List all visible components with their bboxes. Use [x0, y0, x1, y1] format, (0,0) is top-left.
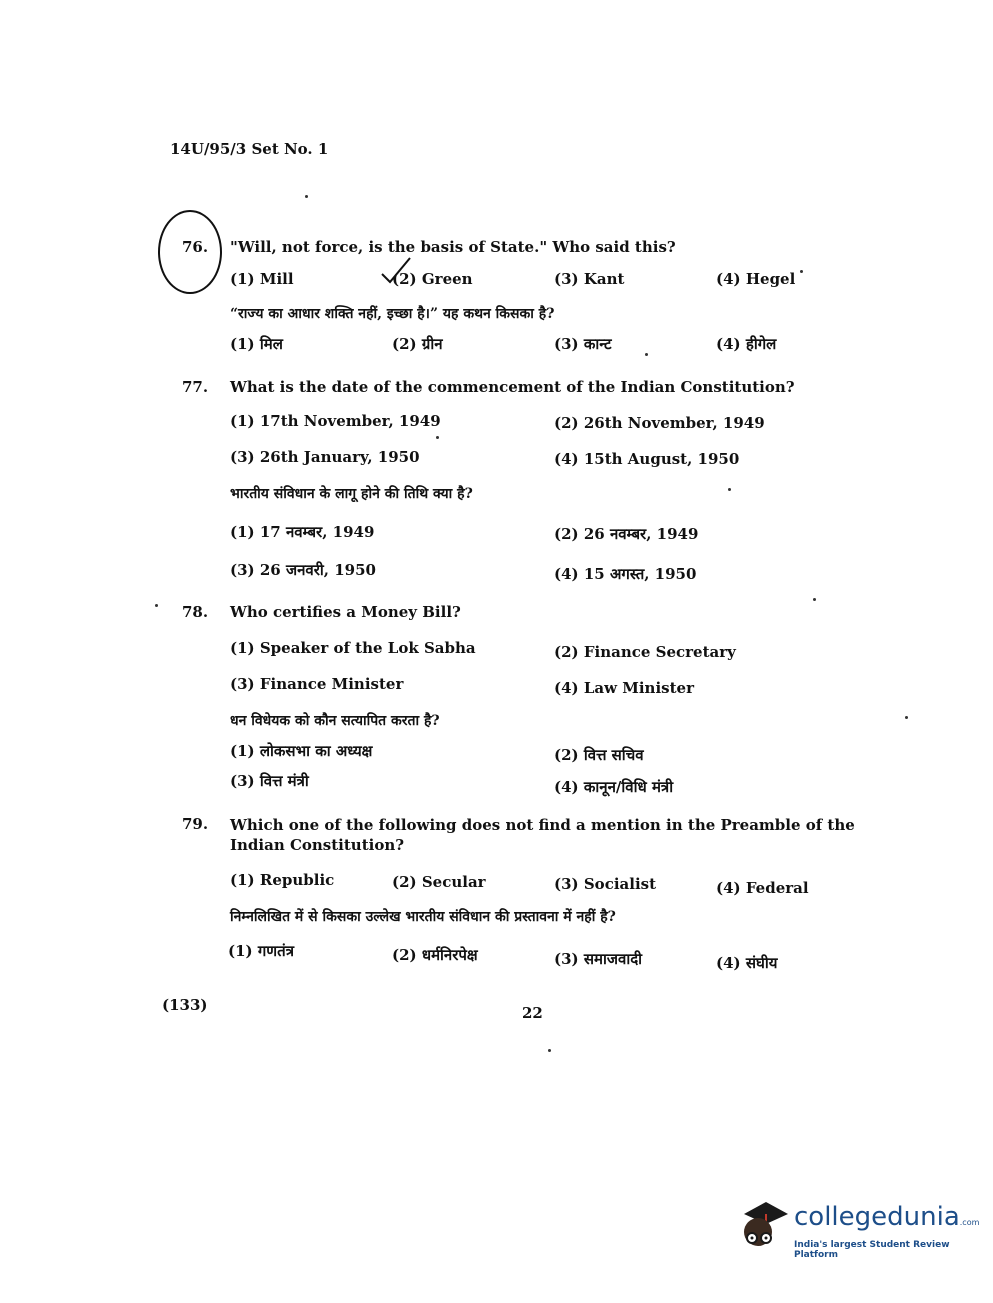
option-4-hi: (4) कानून/विधि मंत्री [554, 778, 674, 796]
logo-suffix: .com [959, 1218, 980, 1227]
option-2-en: (2) Green [392, 270, 473, 288]
option-3-hi: (3) वित्त मंत्री [230, 772, 309, 790]
question-text-en: Who certifies a Money Bill? [230, 603, 461, 621]
option-4-en: (4) Hegel [716, 270, 796, 288]
question-number: 78. [182, 603, 209, 621]
scan-speck [800, 270, 803, 273]
option-3-hi: (3) 26 जनवरी, 1950 [230, 561, 376, 579]
option-3-en: (3) 26th January, 1950 [230, 448, 420, 466]
option-2-hi: (2) वित्त सचिव [554, 746, 644, 764]
option-1-hi: (1) गणतंत्र [228, 942, 294, 960]
logo-text: collegedunia [794, 1202, 960, 1232]
scan-speck [905, 716, 908, 719]
option-2-en: (2) Finance Secretary [554, 643, 736, 661]
scan-speck [305, 195, 308, 198]
logo-wordmark [794, 1202, 979, 1232]
option-1-en: (1) Republic [230, 871, 335, 889]
option-3-en: (3) Kant [554, 270, 625, 288]
question-number: 77. [182, 378, 209, 396]
option-1-hi: (1) लोकसभा का अध्यक्ष [230, 742, 373, 760]
scan-speck [155, 604, 158, 607]
option-2-hi: (2) ग्रीन [392, 335, 443, 353]
option-3-hi: (3) कान्ट [554, 335, 612, 353]
scan-speck [436, 436, 439, 439]
handwritten-tick-mark [380, 256, 414, 286]
scan-speck [645, 353, 648, 356]
option-4-en: (4) Law Minister [554, 679, 694, 697]
question-text-hi: भारतीय संविधान के लागू होने की तिथि क्या है? [230, 486, 473, 502]
scan-speck [548, 1049, 551, 1052]
option-2-hi: (2) 26 नवम्बर, 1949 [554, 525, 699, 543]
mascot-icon [736, 1196, 792, 1256]
option-1-hi: (1) 17 नवम्बर, 1949 [230, 523, 375, 541]
option-1-en: (1) Speaker of the Lok Sabha [230, 639, 476, 657]
option-1-en: (1) Mill [230, 270, 294, 288]
question-number: 79. [182, 815, 209, 833]
question-number: 76. [182, 238, 209, 256]
question-text-en: What is the date of the commencement of the Indian Constitution? [230, 378, 795, 396]
scan-speck [728, 488, 731, 491]
question-text-hi: निम्नलिखित में से किसका उल्लेख भारतीय संविधान की प्रस्तावना में नहीं है? [230, 909, 616, 925]
question-text-en: Which one of the following does not find a mention in the Preamble of the Indian Constitution? [230, 816, 855, 854]
page-number: 22 [522, 1004, 543, 1022]
question-text-hi: “राज्य का आधार शक्ति नहीं, इच्छा है।” यह कथन किसका है? [230, 306, 555, 322]
paper-code: 14U/95/3 Set No. 1 [170, 140, 329, 158]
option-3-en: (3) Socialist [554, 875, 657, 893]
option-4-hi: (4) 15 अगस्त, 1950 [554, 565, 697, 583]
option-4-en: (4) 15th August, 1950 [554, 450, 740, 468]
option-4-hi: (4) संघीय [716, 954, 778, 972]
footer-code: (133) [162, 996, 208, 1014]
scan-speck [813, 598, 816, 601]
option-1-en: (1) 17th November, 1949 [230, 412, 441, 430]
option-2-en: (2) 26th November, 1949 [554, 414, 765, 432]
option-3-en: (3) Finance Minister [230, 675, 404, 693]
logo-tagline: India's largest Student Review Platform [794, 1240, 950, 1260]
option-2-en: (2) Secular [392, 873, 486, 891]
option-2-hi: (2) धर्मनिरपेक्ष [392, 946, 478, 964]
question-text-hi: धन विधेयक को कौन सत्यापित करता है? [230, 713, 440, 729]
option-1-hi: (1) मिल [230, 335, 283, 353]
question-text-en: "Will, not force, is the basis of State." Who said this? [230, 238, 676, 256]
option-4-en: (4) Federal [716, 879, 809, 897]
option-3-hi: (3) समाजवादी [554, 950, 643, 968]
option-4-hi: (4) हीगेल [716, 335, 777, 353]
collegedunia-logo [736, 1196, 980, 1266]
